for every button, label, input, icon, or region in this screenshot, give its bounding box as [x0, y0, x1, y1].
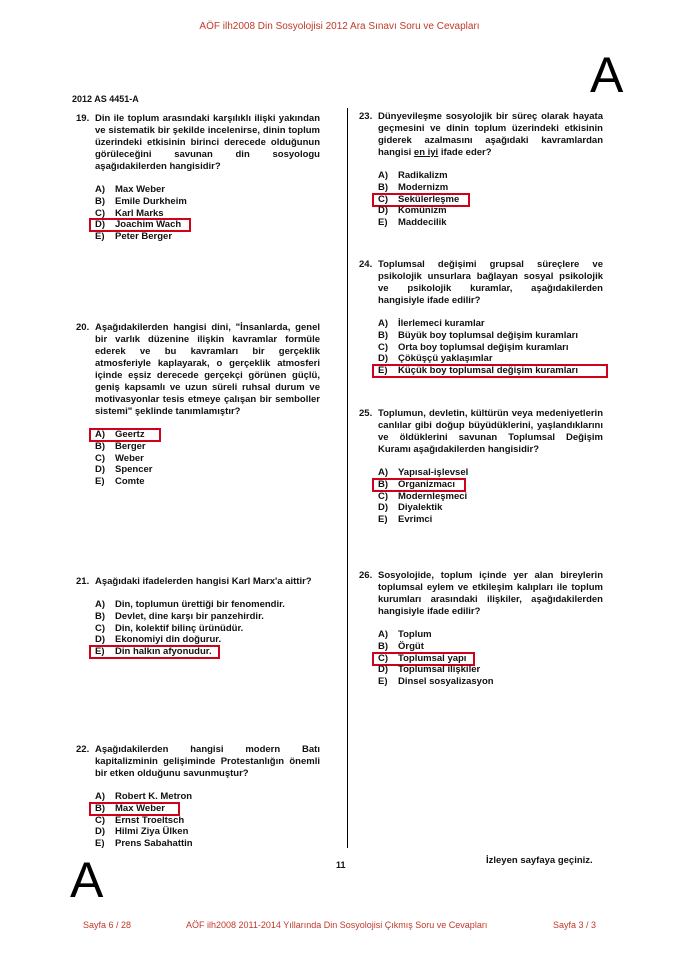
emphasis-underline: en iyi — [413, 147, 439, 158]
option-a[interactable]: A) Robert K. Metron — [95, 791, 193, 802]
options-list — [378, 629, 603, 688]
question-number: 26. — [359, 570, 373, 581]
booklet-letter-bottom: A — [70, 852, 104, 908]
option-e[interactable]: E) Din halkın afyonudur. — [95, 646, 320, 658]
option-c[interactable]: C) Toplumsal yapı — [378, 653, 603, 665]
option-b[interactable]: B) Örgüt — [378, 640, 424, 652]
option-a[interactable]: A) Toplum — [378, 629, 432, 640]
answer-highlight-box — [89, 645, 220, 659]
next-page-note: İzleyen sayfaya geçiniz. — [486, 855, 593, 866]
option-e[interactable]: E) Peter Berger — [95, 231, 173, 243]
option-d[interactable]: D) Komünizm — [378, 205, 447, 217]
question-stem: Toplumun, devletin, kültürün veya medeniyetlerin canlılar gibi doğup büyüdüklerini, yaşlandıklarını ve öldüklerini savunan Toplumsal Değişim Kuramı aşağıdakilerden hangisidir? — [378, 408, 603, 455]
question-26 — [359, 570, 603, 688]
form-code: 2012 AS 4451-A — [72, 94, 139, 104]
option-e[interactable]: E) Küçük boy toplumsal değişim kuramları — [378, 365, 603, 377]
option-a[interactable]: A) Geertz — [95, 429, 320, 441]
question-20 — [76, 322, 320, 488]
question-19 — [76, 113, 320, 243]
option-b[interactable]: B) Berger — [95, 440, 146, 452]
option-d[interactable]: D) Joachim Wach — [95, 219, 320, 231]
question-21 — [76, 576, 320, 658]
option-e[interactable]: E) Dinsel sosyalizasyon — [378, 676, 494, 688]
question-stem: Dünyevileşme sosyolojik bir süreç olarak hayata geçmesini ve dinin toplum üzerindeki etkisinin giderek azalmasını aşağıdaki kavramlardan hangisi en iyi ifade eder? — [378, 111, 603, 158]
option-c[interactable]: C) Modernleşmeci — [378, 490, 468, 502]
question-stem: Aşağıdakilerden hangisi modern Batı kapitalizminin gelişiminde Protestanlığın önemli bir etken olduğunu savunmuştur? — [95, 744, 320, 779]
option-a[interactable]: A) Yapısal-işlevsel — [378, 467, 469, 478]
question-number: 25. — [359, 408, 373, 419]
question-number: 23. — [359, 111, 373, 122]
option-a[interactable]: A) Radikalizm — [378, 170, 448, 181]
option-e[interactable]: E) Maddecilik — [378, 217, 447, 229]
options-list — [95, 599, 320, 658]
option-d[interactable]: D) Diyalektik — [378, 502, 443, 514]
option-e[interactable]: E) Evrimci — [378, 514, 433, 526]
question-number: 20. — [76, 322, 90, 333]
options-list — [378, 318, 603, 377]
option-a[interactable]: A) Max Weber — [95, 184, 165, 195]
option-b[interactable]: B) Max Weber — [95, 803, 320, 815]
option-c[interactable]: C) Sekülerleşme — [378, 194, 603, 206]
question-stem: Aşağıdakilerden hangisi dini, "İnsanlarda, genel bir varlık düzenine ilişkin kavramlar formüle ederek ve bu kavramları bir gerçeklik atmosferiyle kaplayarak, o gerçeklik atmosferi içinde eşsiz derecede gerçekçi görünen güçlü, geniş kapsamlı ve uzun süreli ruhsal durum ve motivasyonlar tesis etmeye çalışan bir semboller sistemi" şeklinde tanımlamıştır? — [95, 322, 320, 417]
header-title: AÖF ilh2008 Din Sosyolojisi 2012 Ara Sınavı Soru ve Cevapları — [199, 21, 480, 32]
question-stem: Din ile toplum arasındaki karşılıklı ilişki yakından ve sistematik bir şekilde incelenirse, dinin toplum üzerindeki etkisinin birinci derecede olduğunun görüleceğini savunan din sosyologu aşağıdakilerden hangisidir? — [95, 113, 320, 172]
question-stem: Sosyolojide, toplum içinde yer alan bireylerin toplumsal eylem ve etkileşim kalıpları ile toplum kurumları arasındaki ilişkiler, aşağıdakilerden hangisiyle ifade edilir? — [378, 570, 603, 617]
option-d[interactable]: D) Hilmi Ziya Ülken — [95, 826, 189, 838]
option-b[interactable]: B) Büyük boy toplumsal değişim kuramları — [378, 329, 579, 341]
question-number: 19. — [76, 113, 90, 124]
question-22 — [76, 744, 320, 850]
options-list — [378, 467, 603, 526]
option-b[interactable]: B) Emile Durkheim — [95, 195, 187, 207]
option-c[interactable]: C) Orta boy toplumsal değişim kuramları — [378, 341, 569, 353]
option-c[interactable]: C) Weber — [95, 452, 144, 464]
question-25 — [359, 408, 603, 526]
option-d[interactable]: D) Spencer — [95, 464, 153, 476]
option-a[interactable]: A) Din, toplumun ürettiği bir fenomendir. — [95, 599, 285, 610]
page-number: 11 — [336, 860, 346, 870]
option-c[interactable]: C) Ernst Troeltsch — [95, 814, 185, 826]
footer-page-left: Sayfa 6 / 28 — [83, 920, 132, 930]
option-c[interactable]: C) Din, kolektif bilinç ürünüdür. — [95, 622, 244, 634]
question-23 — [359, 111, 603, 229]
options-list — [95, 791, 320, 850]
question-stem: Toplumsal değişimi grupsal süreçlere ve psikolojik unsurlara bağlayan sosyal psikolojik ve psikolojik kuramlar, aşağıdakilerden hangisiyle ifade edilir? — [378, 259, 603, 306]
options-list — [95, 184, 320, 243]
option-d[interactable]: D) Toplumsal ilişkiler — [378, 664, 481, 676]
footer-title: AÖF ilh2008 2011-2014 Yıllarında Din Sosyolojisi Çıkmış Soru ve Cevapları — [186, 920, 488, 930]
option-e[interactable]: E) Comte — [95, 476, 145, 488]
option-a[interactable]: A) İlerlemeci kuramlar — [378, 318, 485, 329]
option-e[interactable]: E) Prens Sabahattin — [95, 838, 193, 850]
option-b[interactable]: B) Devlet, dine karşı bir panzehirdir. — [95, 610, 264, 622]
question-stem: Aşağıdaki ifadelerden hangisi Karl Marx'a aittir? — [95, 576, 312, 587]
options-list — [95, 429, 320, 488]
question-number: 21. — [76, 576, 90, 587]
booklet-letter-top: A — [590, 47, 624, 103]
options-list — [378, 170, 603, 229]
option-d[interactable]: D) Çöküşçü yaklaşımlar — [378, 353, 493, 365]
option-b[interactable]: B) Organizmacı — [378, 479, 603, 491]
footer-page-right: Sayfa 3 / 3 — [553, 920, 597, 930]
question-24 — [359, 259, 603, 377]
answer-highlight-box — [372, 364, 608, 378]
question-number: 24. — [359, 259, 373, 270]
option-b[interactable]: B) Modernizm — [378, 181, 449, 193]
option-c[interactable]: C) Karl Marks — [95, 207, 164, 219]
option-d[interactable]: D) Ekonomiyi din doğurur. — [95, 634, 222, 646]
question-number: 22. — [76, 744, 90, 755]
column-divider — [347, 108, 348, 848]
